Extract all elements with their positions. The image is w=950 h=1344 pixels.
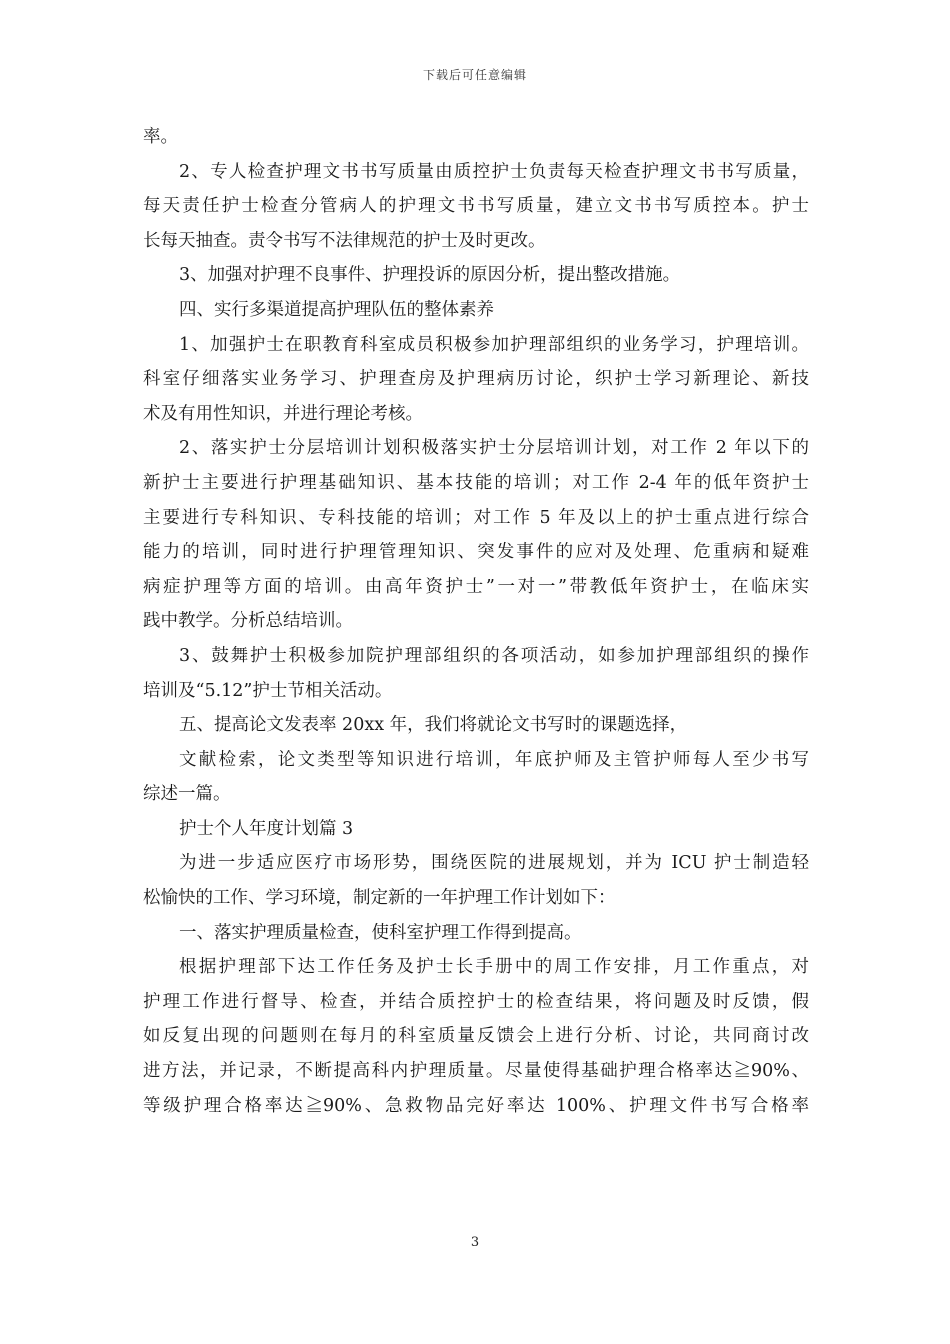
text-line: 科室仔细落实业务学习、护理查房及护理病历讨论，织护士学习新理论、新技	[143, 369, 809, 390]
text-line: 综述一篇。	[143, 784, 231, 805]
text-line: 能力的培训，同时进行护理管理知识、突发事件的应对及处理、危重病和疑难	[143, 542, 809, 563]
section-heading: 五、提高论文发表率 20xx 年，我们将就论文书写时的课题选择，	[179, 715, 688, 736]
text-line: 1、加强护士在职教育科室成员积极参加护理部组织的业务学习，护理培训。	[179, 334, 809, 355]
article-title: 护士个人年度计划篇 3	[179, 818, 354, 839]
text-line: 培训及“5.12”护士节相关活动。	[143, 680, 393, 701]
section-heading: 四、实行多渠道提高护理队伍的整体素养	[179, 299, 494, 320]
section-heading: 一、落实护理质量检查，使科室护理工作得到提高。	[179, 922, 582, 943]
text-line: 2、落实护士分层培训计划积极落实护士分层培训计划，对工作 2 年以下的	[179, 438, 809, 459]
text-line: 为进一步适应医疗市场形势，围绕医院的进展规划，并为 ICU 护士制造轻	[179, 853, 809, 874]
text-line: 如反复出现的问题则在每月的科室质量反馈会上进行分析、讨论，共同商讨改	[143, 1026, 809, 1047]
text-line: 践中教学。分析总结培训。	[143, 611, 353, 632]
text-line: 每天责任护士检查分管病人的护理文书书写质量，建立文书书写质控本。护士	[143, 196, 809, 217]
text-line: 长每天抽查。责令书写不法律规范的护士及时更改。	[143, 230, 546, 251]
text-line: 3、加强对护理不良事件、护理投诉的原因分析，提出整改措施。	[179, 265, 681, 286]
text-line: 进方法，并记录，不断提高科内护理质量。尽量使得基础护理合格率达≧90%、	[143, 1061, 809, 1082]
text-line: 术及有用性知识，并进行理论考核。	[143, 403, 423, 424]
text-line: 新护士主要进行护理基础知识、基本技能的培训；对工作 2-4 年的低年资护士	[143, 472, 809, 493]
text-line: 率。	[143, 127, 178, 147]
text-line: 松愉快的工作、学习环境，制定新的一年护理工作计划如下：	[143, 888, 616, 909]
page-number: 3	[470, 1235, 480, 1250]
document-body	[143, 120, 809, 1123]
page-header-note: 下载后可任意编辑	[422, 68, 527, 82]
text-line: 护理工作进行督导、检查，并结合质控护士的检查结果，将问题及时反馈，假	[143, 991, 809, 1012]
text-line: 病症护理等方面的培训。由高年资护士”一对一”带教低年资护士，在临床实	[143, 576, 809, 597]
text-line: 等级护理合格率达≧90%、急救物品完好率达 100%、护理文件书写合格率	[143, 1095, 809, 1116]
text-line: 主要进行专科知识、专科技能的培训；对工作 5 年及以上的护士重点进行综合	[143, 507, 809, 528]
text-line: 文献检索，论文类型等知识进行培训，年底护师及主管护师每人至少书写	[179, 749, 809, 770]
text-line: 3、鼓舞护士积极参加院护理部组织的各项活动，如参加护理部组织的操作	[179, 645, 809, 666]
text-line: 2、专人检查护理文书书写质量由质控护士负责每天检查护理文书书写质量，	[179, 161, 809, 182]
text-line: 根据护理部下达工作任务及护士长手册中的周工作安排，月工作重点，对	[179, 957, 809, 978]
